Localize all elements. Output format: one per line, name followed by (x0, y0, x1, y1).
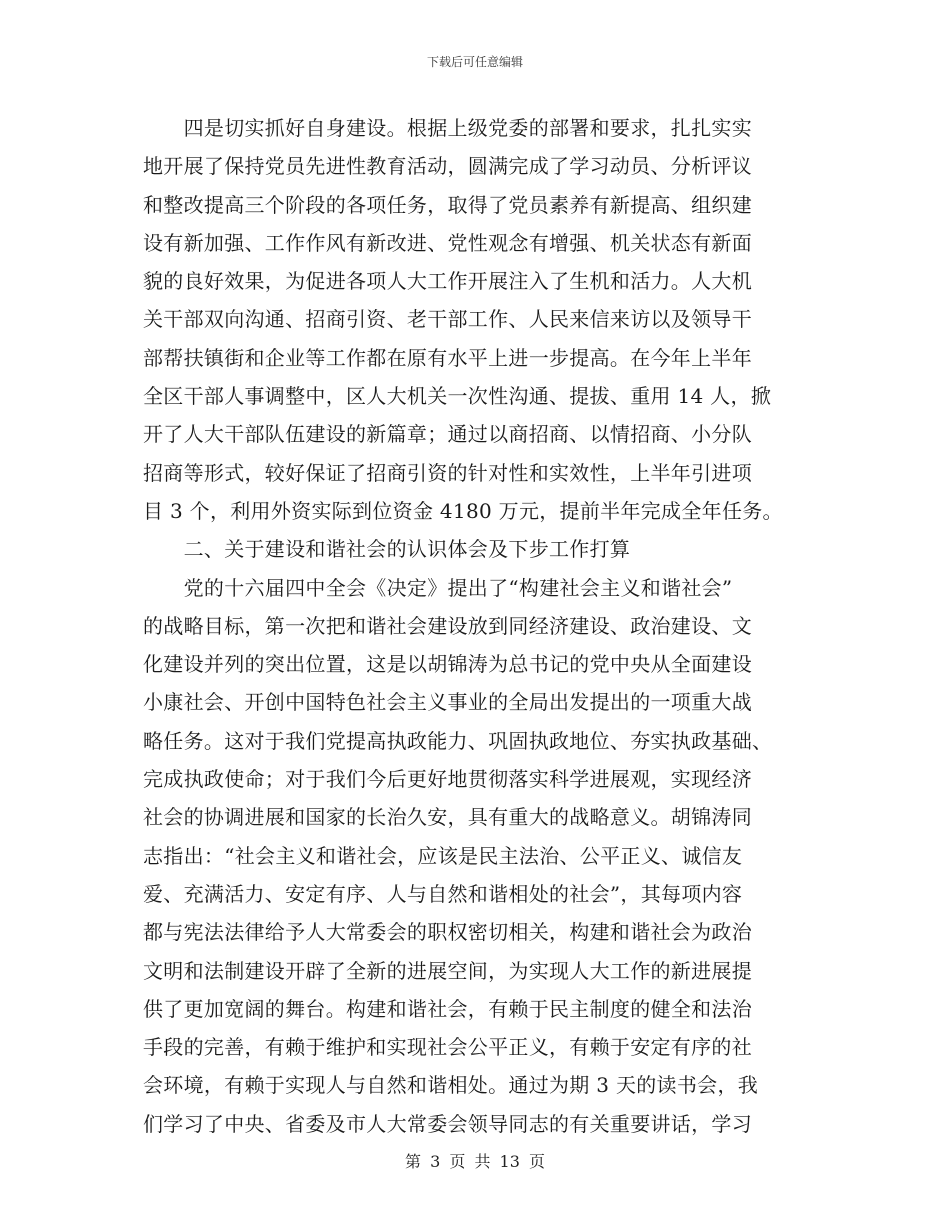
text-line: 设有新加强、工作作风有新改进、党性观念有增强、机关状态有新面 (143, 230, 752, 255)
section-heading: 二、关于建设和谐社会的认识体会及下步工作打算 (143, 537, 631, 562)
text-line: 全区干部人事调整中，区人大机关一次性沟通、提拔、重用 14 人，掀 (143, 384, 772, 409)
text-line: 供了更加宽阔的舞台。构建和谐社会，有赖于民主制度的健全和法治 (143, 996, 752, 1021)
text-line: 的战略目标，第一次把和谐社会建设放到同经济建设、政治建设、文 (143, 613, 752, 638)
text-line: 爱、充满活力、安定有序、人与自然和谐相处的社会”，其每项内容 (143, 881, 743, 906)
text-line: 社会的协调进展和国家的长治久安，具有重大的战略意义。胡锦涛同 (143, 805, 752, 830)
text-line: 略任务。这对于我们党提高执政能力、巩固执政地位、夯实执政基础、 (143, 728, 773, 753)
document-body (143, 109, 808, 1143)
text-line: 四是切实抓好自身建设。根据上级党委的部署和要求，扎扎实实 (143, 116, 752, 140)
text-line: 开了人大干部队伍建设的新篇章；通过以商招商、以情招商、小分队 (143, 422, 752, 447)
text-line: 完成执政使命；对于我们今后更好地贯彻落实科学进展观，实现经济 (143, 767, 752, 792)
text-line: 志指出：“社会主义和谐社会，应该是民主法治、公平正义、诚信友 (143, 843, 743, 868)
text-line: 们学习了中央、省委及市人大常委会领导同志的有关重要讲话，学习 (143, 1111, 752, 1136)
page-header-note: 下载后可任意编辑 (426, 55, 523, 69)
text-line: 文明和法制建设开辟了全新的进展空间，为实现人大工作的新进展提 (143, 958, 752, 983)
text-line: 党的十六届四中全会《决定》提出了“构建社会主义和谐社会” (143, 575, 733, 600)
text-line: 地开展了保持党员先进性教育活动，圆满完成了学习动员、分析评议 (143, 154, 752, 179)
text-line: 手段的完善，有赖于维护和实现社会公平正义，有赖于安定有序的社 (143, 1035, 752, 1060)
text-line: 和整改提高三个阶段的各项任务，取得了党员素养有新提高、组织建 (143, 192, 752, 217)
text-line: 招商等形式，较好保证了招商引资的针对性和实效性，上半年引进项 (143, 460, 752, 485)
text-line: 关干部双向沟通、招商引资、老干部工作、人民来信来访以及领导干 (143, 307, 752, 332)
page-number: 第 3 页 共 13 页 (405, 1152, 545, 1171)
text-line: 貌的良好效果，为促进各项人大工作开展注入了生机和活力。人大机 (143, 269, 752, 294)
text-line: 部帮扶镇街和企业等工作都在原有水平上进一步提高。在今年上半年 (143, 345, 752, 370)
text-line: 目 3 个，利用外资实际到位资金 4180 万元，提前半年完成全年任务。 (143, 498, 783, 523)
text-line: 会环境，有赖于实现人与自然和谐相处。通过为期 3 天的读书会，我 (143, 1073, 759, 1098)
text-line: 小康社会、开创中国特色社会主义事业的全局出发提出的一项重大战 (143, 690, 752, 715)
text-line: 都与宪法法律给予人大常委会的职权密切相关，构建和谐社会为政治 (143, 920, 752, 945)
text-line: 化建设并列的突出位置，这是以胡锦涛为总书记的党中央从全面建设 (143, 652, 752, 677)
